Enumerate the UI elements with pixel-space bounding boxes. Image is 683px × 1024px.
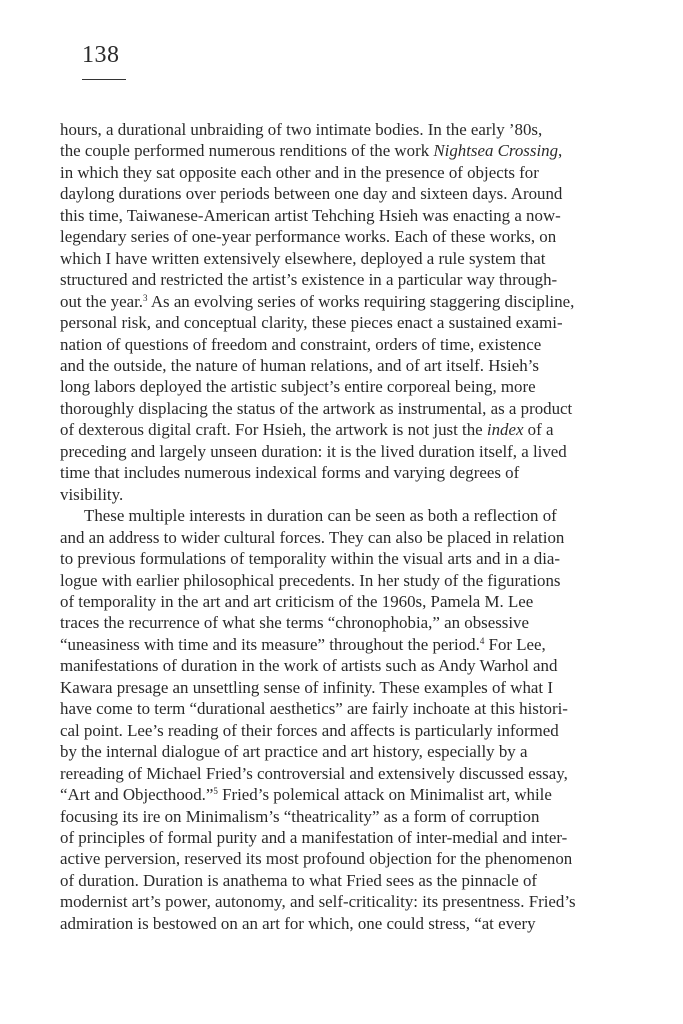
text-line	[60, 784, 632, 805]
text-segment: by the internal dialogue of art practice and art history, especially by a	[60, 742, 528, 762]
text-segment: this time, Taiwanese-American artist Tehching Hsieh was enacting a now-	[60, 205, 561, 225]
text-line	[60, 548, 632, 569]
text-segment: the couple performed numerous renditions of the work	[60, 141, 434, 161]
text-line	[60, 269, 632, 290]
text-segment: These multiple interests in duration can be seen as both a reflection of	[84, 506, 557, 526]
text-line	[60, 913, 632, 934]
text-line	[60, 312, 632, 333]
text-segment: structured and restricted the artist’s existence in a particular way through-	[60, 270, 558, 290]
text-segment: of duration. Duration is anathema to what Fried sees as the pinnacle of	[60, 870, 538, 890]
italic-term: Nightsea Crossing	[433, 141, 559, 161]
text-segment: traces the recurrence of what she terms “chronophobia,” an obsessive	[60, 613, 529, 633]
text-line	[60, 570, 632, 591]
text-segment: logue with earlier philosophical precedents. In her study of the figurations	[60, 570, 561, 590]
text-segment: hours, a durational unbraiding of two intimate bodies. In the early ’80s,	[60, 120, 543, 139]
text-segment: to previous formulations of temporality within the visual arts and in a dia-	[60, 549, 561, 569]
text-line	[60, 140, 632, 161]
text-line	[60, 827, 632, 848]
text-segment: of principles of formal purity and a manifestation of inter-medial and inter-	[60, 827, 568, 847]
text-line	[60, 248, 632, 269]
text-line	[60, 462, 632, 483]
text-segment: Kawara presage an unsettling sense of infinity. These examples of what I	[60, 677, 553, 697]
text-segment: and an address to wider cultural forces. They can also be placed in relation	[60, 527, 565, 547]
text-segment: legendary series of one-year performance works. Each of these works, on	[60, 227, 557, 247]
text-segment: time that includes numerous indexical forms and varying degrees of	[60, 463, 520, 483]
text-segment: rereading of Michael Fried’s controversial and extensively discussed essay,	[60, 763, 568, 783]
text-line	[60, 848, 632, 869]
text-line	[60, 226, 632, 247]
text-line	[60, 741, 632, 762]
text-segment: daylong durations over periods between one day and sixteen days. Around	[60, 184, 563, 204]
text-line	[60, 527, 632, 548]
text-line	[60, 441, 632, 462]
text-segment: As an evolving series of works requiring staggering discipline,	[147, 291, 575, 311]
text-segment: and the outside, the nature of human relations, and of art itself. Hsieh’s	[60, 355, 539, 375]
text-line	[60, 870, 632, 891]
text-segment: in which they sat opposite each other and in the presence of objects for	[60, 162, 539, 182]
text-segment: preceding and largely unseen duration: it is the lived duration itself, a lived	[60, 441, 567, 461]
text-line	[60, 591, 632, 612]
text-line	[60, 291, 632, 312]
body-text	[60, 119, 632, 934]
text-line	[60, 634, 632, 655]
text-segment: active perversion, reserved its most profound objection for the phenomenon	[60, 849, 573, 869]
text-line	[60, 419, 632, 440]
text-segment: out the year.	[60, 291, 144, 311]
text-line	[60, 355, 632, 376]
text-line	[60, 698, 632, 719]
text-line	[60, 484, 632, 505]
text-segment: of dexterous digital craft. For Hsieh, the artwork is not just the	[60, 420, 487, 440]
footnote-reference: 3	[143, 292, 148, 303]
text-line	[60, 183, 632, 204]
text-segment: visibility.	[60, 484, 124, 504]
text-line	[60, 376, 632, 397]
text-segment: have come to term “durational aesthetics” are fairly inchoate at this histori-	[60, 699, 568, 719]
text-segment: manifestations of duration in the work of artists such as Andy Warhol and	[60, 656, 558, 676]
text-segment: personal risk, and conceptual clarity, these pieces enact a sustained exami-	[60, 313, 563, 333]
text-segment: Fried’s polemical attack on Minimalist art, while	[217, 785, 552, 805]
text-segment: focusing its ire on Minimalism’s “theatricality” as a form of corruption	[60, 806, 540, 826]
text-segment: of temporality in the art and art criticism of the 1960s, Pamela M. Lee	[60, 591, 534, 611]
text-segment: of a	[523, 420, 554, 440]
text-line	[60, 891, 632, 912]
text-segment: admiration is bestowed on an art for which, one could stress, “at every	[60, 913, 536, 933]
text-line	[60, 612, 632, 633]
text-segment: long labors deployed the artistic subject’s entire corporeal being, more	[60, 377, 536, 397]
footnote-reference: 5	[213, 786, 218, 797]
text-line	[60, 334, 632, 355]
text-segment: “uneasiness with time and its measure” throughout the period.	[60, 634, 480, 654]
text-line	[60, 806, 632, 827]
text-line	[60, 763, 632, 784]
text-line	[60, 205, 632, 226]
text-line	[60, 119, 632, 140]
text-line	[60, 720, 632, 741]
text-segment: ,	[558, 141, 563, 161]
text-line	[60, 655, 632, 676]
text-segment: cal point. Lee’s reading of their forces and affects is particularly informed	[60, 720, 559, 740]
text-segment: thoroughly displacing the status of the artwork as instrumental, as a product	[60, 398, 573, 418]
footnote-reference: 4	[479, 635, 485, 646]
page-number: 138	[82, 42, 120, 68]
text-line	[60, 162, 632, 183]
text-segment: “Art and Objecthood.”	[60, 785, 214, 805]
text-line	[60, 398, 632, 419]
text-line	[60, 677, 632, 698]
text-line	[60, 505, 632, 526]
text-segment: nation of questions of freedom and constraint, orders of time, existence	[60, 334, 542, 354]
text-segment: For Lee,	[484, 634, 546, 654]
italic-term: index	[486, 420, 524, 440]
page-number-rule	[82, 79, 126, 80]
text-segment: which I have written extensively elsewhere, deployed a rule system that	[60, 248, 546, 268]
text-segment: modernist art’s power, autonomy, and self-criticality: its presentness. Fried’s	[60, 892, 576, 912]
